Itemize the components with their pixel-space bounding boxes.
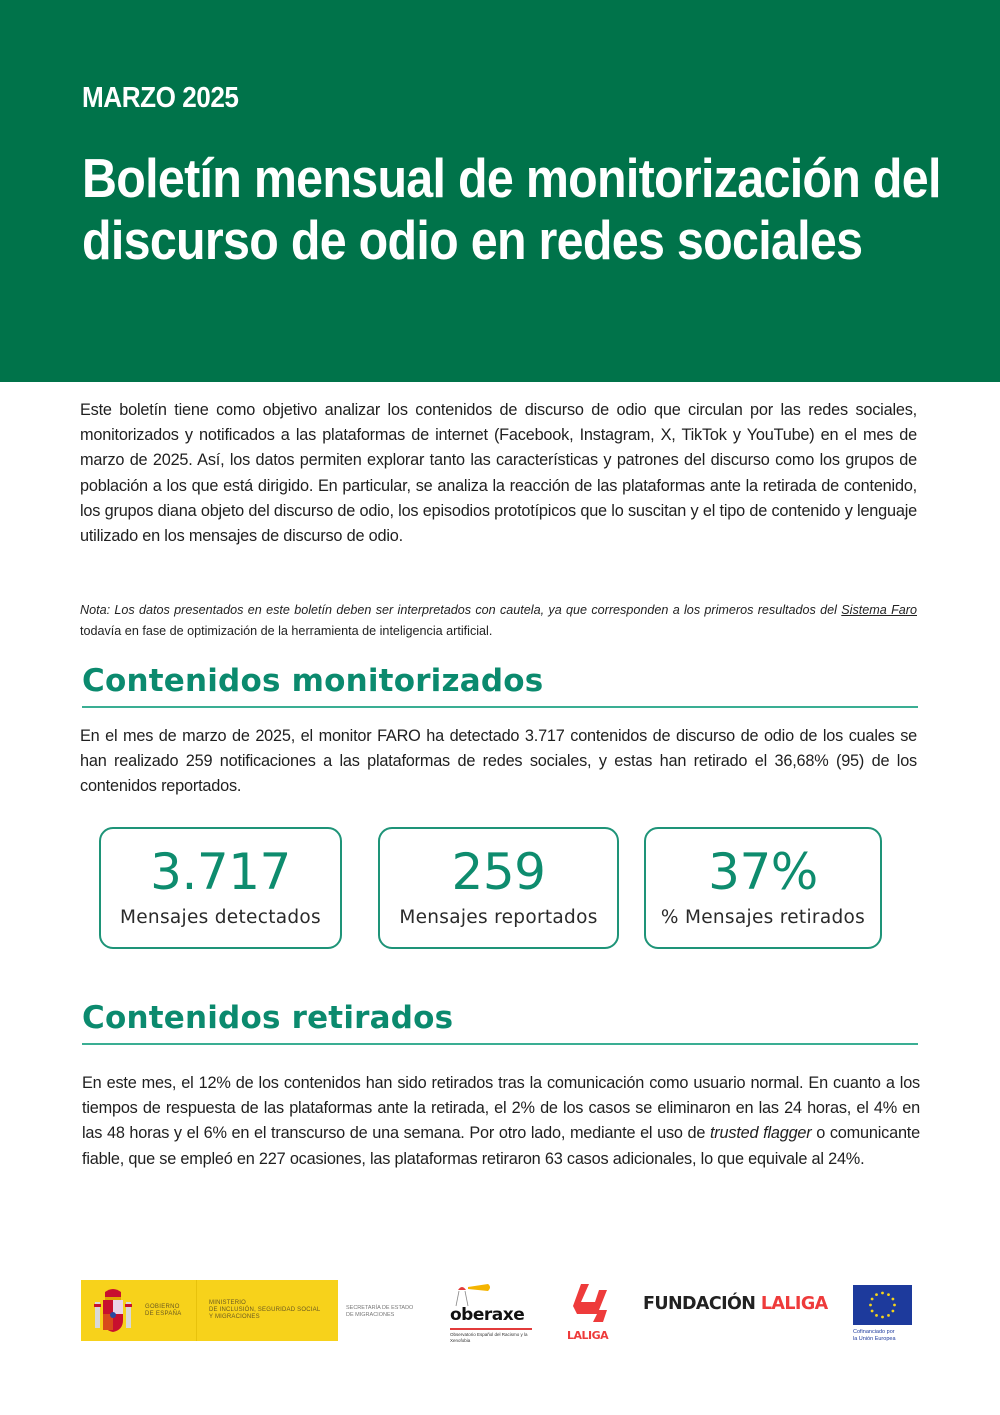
footer-logos xyxy=(0,1270,1000,1360)
secretaria-text xyxy=(346,1305,426,1319)
note-prefix: Nota: Los datos presentados en este boletín deben ser interpretados con cautela, ya que corresponden a los primeros resultados del xyxy=(80,603,842,617)
monitorizados-paragraph: En el mes de marzo de 2025, el monitor FARO ha detectado 3.717 contenidos de discurso de odio de los cuales se han realizado 259 notificaciones a las plataformas de redes sociales, y estas han retirado el 36,68% (95) de los contenidos reportados. xyxy=(80,727,917,796)
stat-card-reportados xyxy=(378,827,619,949)
retirados-text: En este mes, el 12% de los contenidos han sido retirados tras la comunicación como usuario normal. En cuanto a los tiempos de respuesta de las plataformas ante la retirada, el 2% de los casos se eliminaron en las 24 horas, el 4% en las 48 horas y el 6% en el transcurso de una semana. Por otro lado, mediante el uso de xyxy=(82,1074,920,1143)
eu-caption-line: Cofinanciado por xyxy=(853,1329,895,1335)
fundacion-text: FUNDACIÓN xyxy=(643,1294,756,1314)
ministerio-line: MINISTERIO xyxy=(209,1300,247,1306)
oberaxe-subtitle: Observatorio Español del Racismo y la Xenofobia xyxy=(450,1332,528,1343)
section-title-monitorizados: Contenidos monitorizados xyxy=(82,663,544,699)
bulletin-date: MARZO 2025 xyxy=(82,82,239,114)
section-title-retirados: Contenidos retirados xyxy=(82,1000,454,1036)
eu-caption-line: la Unión Europea xyxy=(853,1336,896,1342)
stat-label: Mensajes detectados xyxy=(119,907,321,928)
note-paragraph xyxy=(80,600,917,642)
secretaria-line: SECRETARÍA DE ESTADO xyxy=(346,1305,414,1311)
laliga-symbol-icon xyxy=(567,1280,613,1326)
laliga-text: LALIGA xyxy=(760,1294,828,1314)
stat-card-retirados xyxy=(644,827,882,949)
lighthouse-icon xyxy=(448,1278,538,1308)
header-banner xyxy=(0,0,1000,382)
eu-flag-icon xyxy=(853,1285,912,1325)
note-suffix: todavía en fase de optimización de la herramienta de inteligencia artificial. xyxy=(80,624,493,638)
ministerio-text xyxy=(209,1300,320,1321)
logo-divider xyxy=(196,1280,197,1341)
trusted-flagger-term: trusted flagger xyxy=(709,1124,812,1143)
oberaxe-wordmark: oberaxe xyxy=(450,1305,525,1325)
stat-value: 259 xyxy=(451,843,546,901)
eu-cofunding-logo xyxy=(853,1285,913,1360)
gobierno-line: DE ESPAÑA xyxy=(145,1310,182,1317)
laliga-logo xyxy=(565,1280,615,1344)
oberaxe-underline xyxy=(450,1328,532,1330)
retirados-paragraph xyxy=(82,1071,920,1172)
coat-of-arms-icon xyxy=(91,1286,135,1336)
retirados-text: o comunicante fiable, que se empleó en 227 ocasiones, las plataformas retiraron 63 casos adicionales, lo que equivale al 24%. xyxy=(82,1124,920,1168)
stat-label: % Mensajes retirados xyxy=(660,907,866,928)
section-divider xyxy=(82,706,918,708)
intro-paragraph: Este boletín tiene como objetivo analizar los contenidos de discurso de odio que circulan por las redes sociales, monitorizados y notificados a las plataformas de internet (Facebook, Instagram, X, TikTok y YouTube) en el mes de marzo de 2025. Así, los datos permiten explorar tanto las características y patrones del discurso como los grupos de población a los que está dirigido. En particular, se analiza la reacción de las plataformas ante la retirada de contenido, los grupos diana objeto del discurso de odio, los episodios prototípicos que lo suscitan y el tipo de contenido y lenguaje utilizado en los mensajes de discurso de odio. xyxy=(80,401,917,546)
secretaria-line: DE MIGRACIONES xyxy=(346,1312,395,1318)
eu-caption xyxy=(853,1329,913,1343)
gobierno-text xyxy=(145,1304,190,1318)
ministerio-line: Y MIGRACIONES xyxy=(209,1314,260,1320)
section-divider xyxy=(82,1043,918,1045)
fundacion-laliga-logo xyxy=(643,1294,828,1314)
stat-value: 3.717 xyxy=(150,843,291,901)
stat-value: 37% xyxy=(708,843,818,901)
laliga-wordmark: LALIGA xyxy=(567,1329,609,1342)
oberaxe-logo xyxy=(448,1278,538,1348)
stat-label: Mensajes reportados xyxy=(399,907,598,928)
ministerio-line: DE INCLUSIÓN, SEGURIDAD SOCIAL xyxy=(209,1307,321,1313)
gobierno-espana-logo xyxy=(81,1280,338,1341)
stat-card-detectados xyxy=(99,827,342,949)
sistema-faro-link[interactable]: Sistema Faro xyxy=(841,603,917,617)
gobierno-line: GOBIERNO xyxy=(145,1303,180,1310)
page-title: Boletín mensual de monitorización del discurso de odio en redes sociales xyxy=(82,147,941,271)
